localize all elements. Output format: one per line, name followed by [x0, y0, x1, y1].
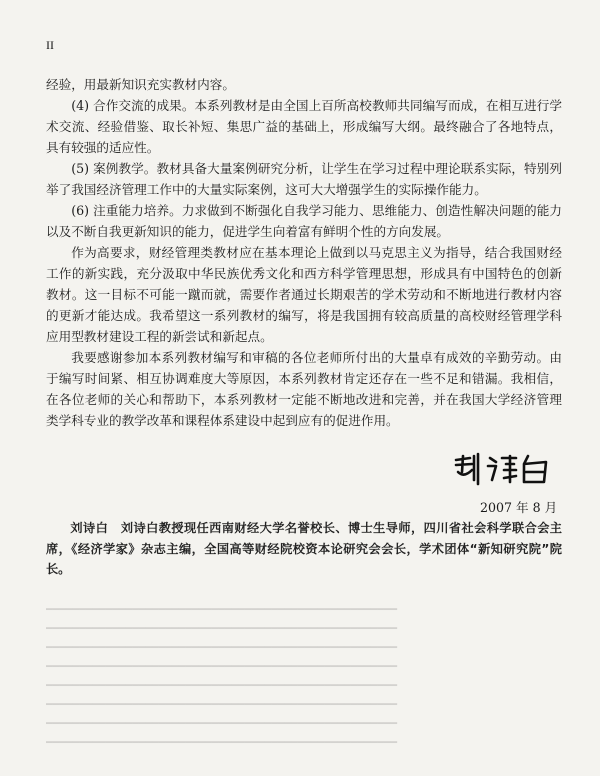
show-through-text: [46, 600, 562, 752]
page-number: II: [46, 38, 54, 52]
paragraph-point-5: (5) 案例教学。教材具备大量案例研究分析，让学生在学习过程中理论联系实际，特别列举了我国经济管理工作中的大量实际案例，这可大大增强学生的实际操作能力。: [46, 161, 562, 197]
show-through-line: ━━━━━━━━━━━━━━━━━━━━━━━━━━━━━━━━━━━━━━━━━━━━━━━━━━━━━: [46, 603, 397, 616]
show-through-line: ━━━━━━━━━━━━━━━━━━━━━━━━━━━━━━━━━━━━━━━━━━━━━━━━━━━━━: [46, 698, 397, 711]
paragraph-goal: 作为高要求，财经管理类教材应在基本理论上做到以马克思主义为指导，结合我国财经工作的新实践，充分汲取中华民族优秀文化和西方科学管理思想，形成具有中国特色的创新教材。这一目标不可能一蹴而就，需要作者通过长期艰苦的学术劳动和不断地进行教材内容的更新才能达成。我希望这一系列教材的编写，将是我国拥有较高质量的高校财经管理学科应用型教材建设工程的新尝试和新起点。: [46, 245, 562, 344]
show-through-line: ━━━━━━━━━━━━━━━━━━━━━━━━━━━━━━━━━━━━━━━━━━━━━━━━━━━━━: [46, 717, 397, 730]
author-bio: 刘诗白 刘诗白教授现任西南财经大学名誉校长、博士生导师，四川省社会科学联合会主席，《经济学家》杂志主编，全国高等财经院校资本论研究会会长，学术团体“新知研究院”院长。: [46, 521, 562, 576]
paragraph-continuation: 经验，用最新知识充实教材内容。: [46, 77, 235, 92]
paragraph-point-4: (4) 合作交流的成果。本系列教材是由全国上百所高校教师共同编写而成，在相互进行学术交流、经验借鉴、取长补短、集思广益的基础上，形成编写大纲。最终融合了各地特点，具有较强的适应性。: [46, 98, 562, 155]
body-text: [46, 74, 562, 431]
show-through-line: ━━━━━━━━━━━━━━━━━━━━━━━━━━━━━━━━━━━━━━━━━━━━━━━━━━━━━: [46, 660, 397, 673]
show-through-line: ━━━━━━━━━━━━━━━━━━━━━━━━━━━━━━━━━━━━━━━━━━━━━━━━━━━━━: [46, 736, 397, 749]
show-through-line: ━━━━━━━━━━━━━━━━━━━━━━━━━━━━━━━━━━━━━━━━━━━━━━━━━━━━━: [46, 679, 397, 692]
show-through-line: ━━━━━━━━━━━━━━━━━━━━━━━━━━━━━━━━━━━━━━━━━━━━━━━━━━━━━: [46, 622, 397, 635]
show-through-line: ━━━━━━━━━━━━━━━━━━━━━━━━━━━━━━━━━━━━━━━━━━━━━━━━━━━━━: [46, 641, 397, 654]
paragraph-point-6: (6) 注重能力培养。力求做到不断强化自我学习能力、思维能力、创造性解决问题的能力以及不断自我更新知识的能力，促进学生向着富有鲜明个性的方向发展。: [46, 203, 562, 239]
handwritten-signature: [450, 452, 554, 488]
paragraph-thanks: 我要感谢参加本系列教材编写和审稿的各位老师所付出的大量卓有成效的辛勤劳动。由于编写时间紧、相互协调难度大等原因，本系列教材肯定还存在一些不足和错漏。我相信，在各位老师的关心和帮助下，本系列教材一定能不断地改进和完善，并在我国大学经济管理类学科专业的教学改革和课程体系建设中起到应有的促进作用。: [46, 350, 562, 428]
signature-date: 2007 年 8 月: [480, 500, 558, 515]
